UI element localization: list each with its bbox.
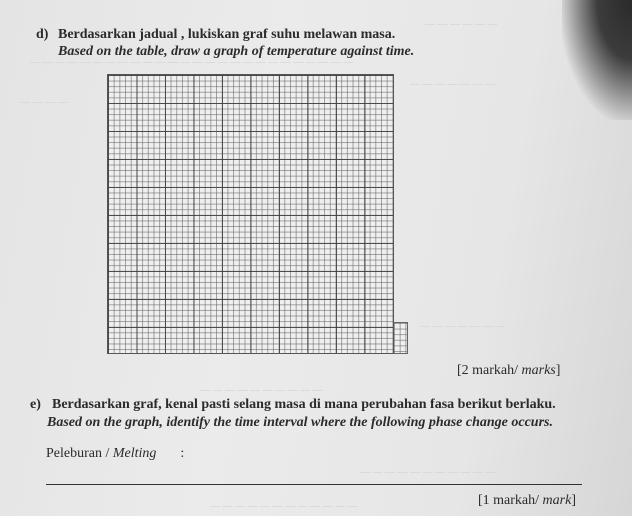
marks-d-en: marks bbox=[521, 363, 556, 378]
marks-d-close: ] bbox=[555, 363, 561, 378]
show-through-text: — — — — — — — bbox=[410, 78, 495, 90]
question-e-english: Based on the graph, identify the time interval where the following phase change occurs. bbox=[47, 415, 553, 430]
question-d-malay-text: Berdasarkan jadual , lukiskan graf suhu melawan masa. bbox=[58, 27, 396, 42]
marks-e-close: ] bbox=[571, 493, 576, 508]
phase-change-english: Melting bbox=[112, 446, 157, 461]
marks-e bbox=[478, 493, 576, 509]
show-through-text: — — — — — — bbox=[425, 18, 498, 30]
phase-change-malay: Peleburan / bbox=[46, 446, 113, 461]
show-through-text: — — — — — — — — — — — bbox=[360, 466, 496, 478]
marks-d bbox=[457, 363, 560, 379]
marks-e-open: [1 markah/ bbox=[478, 493, 543, 508]
graph-paper-overflow bbox=[394, 322, 408, 354]
question-e-malay-text: Berdasarkan graf, kenal pasti selang masa di mana perubahan fasa berikut berlaku. bbox=[52, 397, 556, 412]
photo-shadow bbox=[562, 0, 632, 120]
question-e-label: e) bbox=[30, 397, 41, 412]
question-e-malay bbox=[30, 397, 556, 413]
marks-e-en: mark bbox=[542, 493, 572, 508]
show-through-text: — — — — — — — bbox=[420, 320, 505, 332]
phase-change-colon: : bbox=[180, 446, 185, 461]
phase-change-row bbox=[46, 446, 184, 462]
show-through-text: — — — — bbox=[20, 96, 68, 108]
show-through-text: — — — — — — — — — — — — bbox=[210, 500, 358, 512]
graph-paper-grid[interactable] bbox=[107, 74, 394, 354]
question-d-english: Based on the table, draw a graph of temperature against time. bbox=[58, 44, 415, 59]
marks-d-open: [2 markah/ bbox=[457, 363, 522, 378]
show-through-text: — — — — — — — — — — bbox=[200, 384, 323, 396]
question-d-malay bbox=[36, 27, 395, 43]
question-d-label: d) bbox=[36, 27, 49, 42]
show-through-text: — — — — — — — — — — — — — — — — — — — — — — — — — — bbox=[30, 56, 354, 68]
answer-line[interactable] bbox=[46, 484, 582, 485]
